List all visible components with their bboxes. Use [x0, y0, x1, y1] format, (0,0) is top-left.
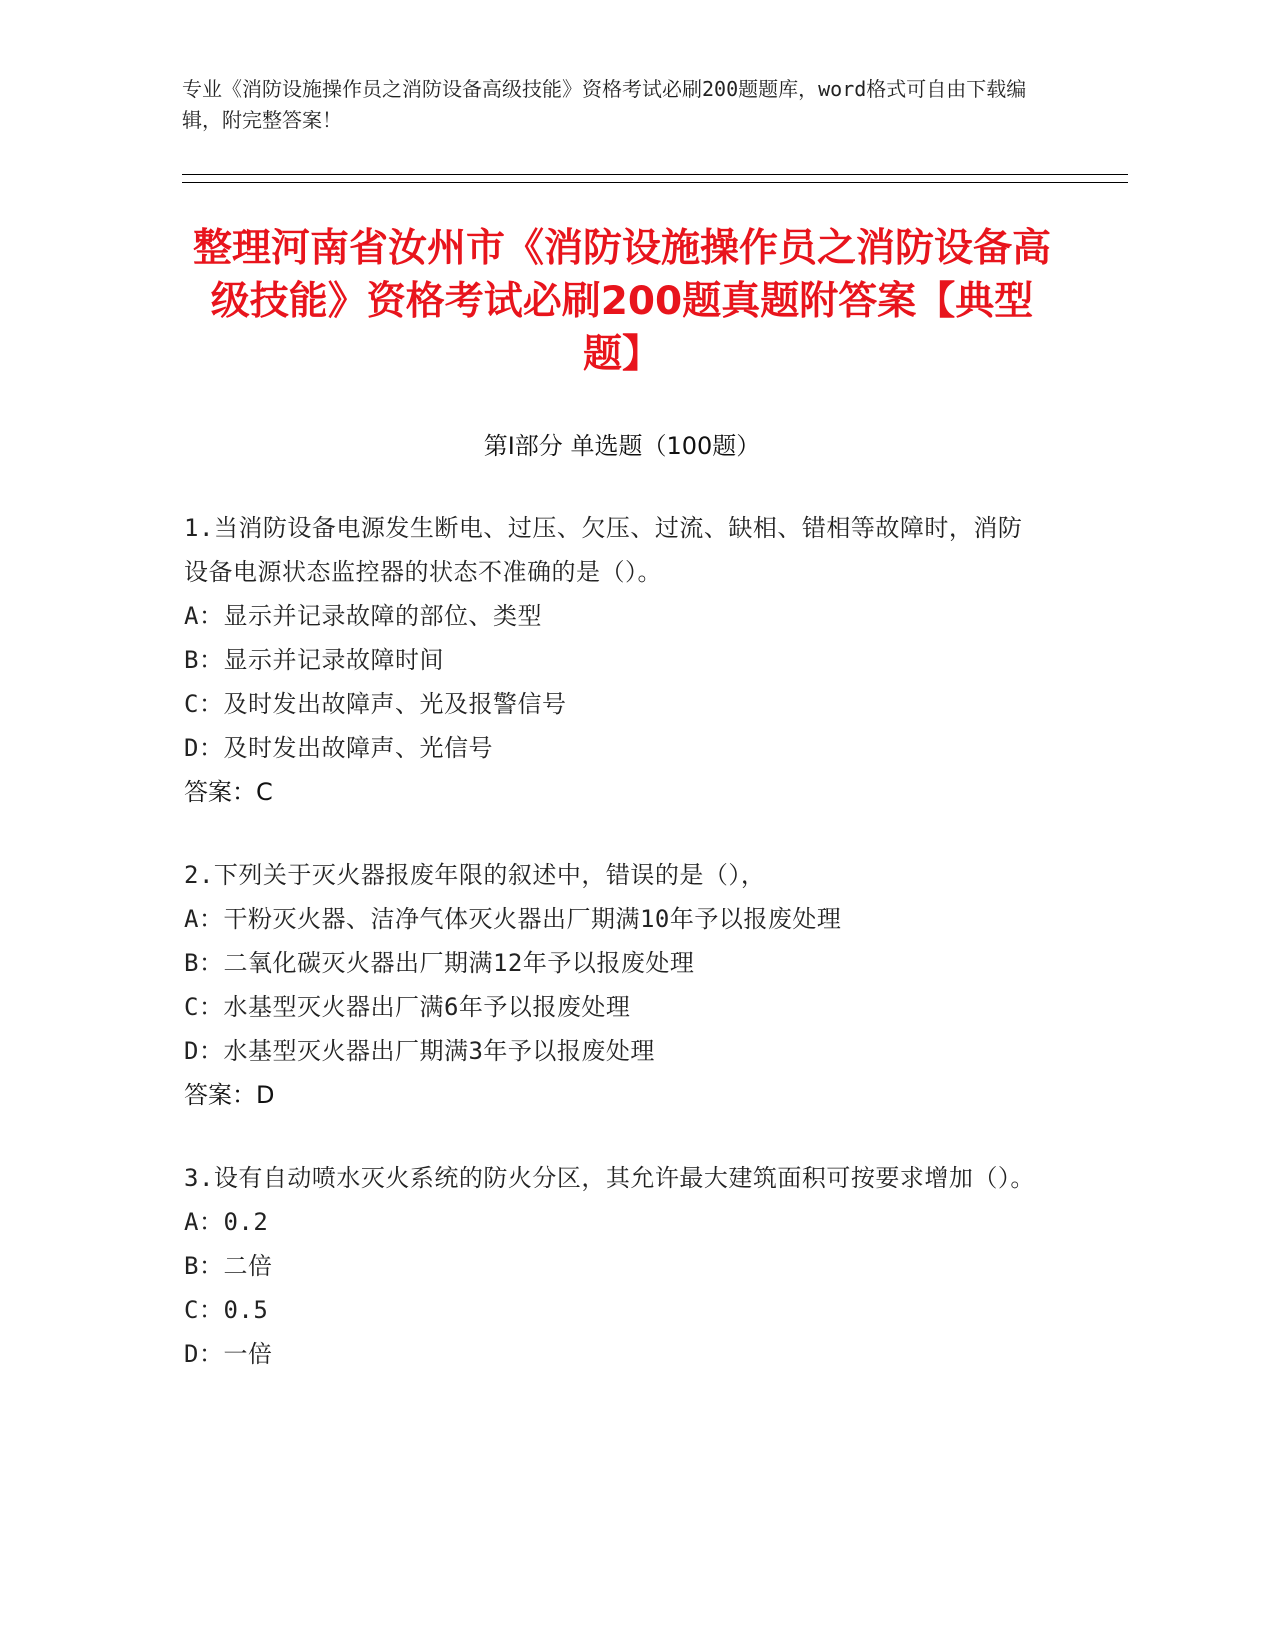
answer-label: 答案：C [184, 778, 273, 806]
option-a: A：0.2 [184, 1208, 269, 1236]
question-3 [184, 1156, 1044, 1376]
option-c: C：及时发出故障声、光及报警信号 [184, 690, 567, 718]
option-d: D：水基型灭火器出厂期满3年予以报废处理 [184, 1037, 655, 1065]
option-a: A：显示并记录故障的部位、类型 [184, 602, 542, 630]
section-heading: 第I部分 单选题（100题） [483, 432, 761, 460]
header-divider-top [182, 174, 1128, 175]
question-stem: 3.设有自动喷水灭火系统的防火分区，其允许最大建筑面积可按要求增加（）。 [184, 1164, 1035, 1192]
question-stem: 2.下列关于灭火器报废年限的叙述中，错误的是（）， [184, 861, 766, 889]
header-divider-bottom [182, 182, 1128, 183]
option-b: B：二氧化碳灭火器出厂期满12年予以报废处理 [184, 949, 695, 977]
header-note: 专业《消防设施操作员之消防设备高级技能》资格考试必刷200题题库，word格式可自由下载编辑，附完整答案！ [182, 77, 1027, 132]
option-d: D：及时发出故障声、光信号 [184, 734, 493, 762]
option-b: B：显示并记录故障时间 [184, 646, 444, 674]
option-c: C：水基型灭火器出厂满6年予以报废处理 [184, 993, 631, 1021]
option-b: B：二倍 [184, 1252, 273, 1280]
document-title: 整理河南省汝州市《消防设施操作员之消防设备高级技能》资格考试必刷200题真题附答案【典型题】 [192, 226, 1051, 377]
option-a: A：干粉灭火器、洁净气体灭火器出厂期满10年予以报废处理 [184, 905, 842, 933]
question-1 [184, 506, 1044, 814]
option-d: D：一倍 [184, 1340, 273, 1368]
question-2 [184, 853, 1044, 1117]
option-c: C：0.5 [184, 1296, 269, 1324]
answer-label: 答案：D [184, 1081, 275, 1109]
question-stem: 1.当消防设备电源发生断电、过压、欠压、过流、缺相、错相等故障时，消防设备电源状态监控器的状态不准确的是（）。 [184, 514, 1023, 586]
